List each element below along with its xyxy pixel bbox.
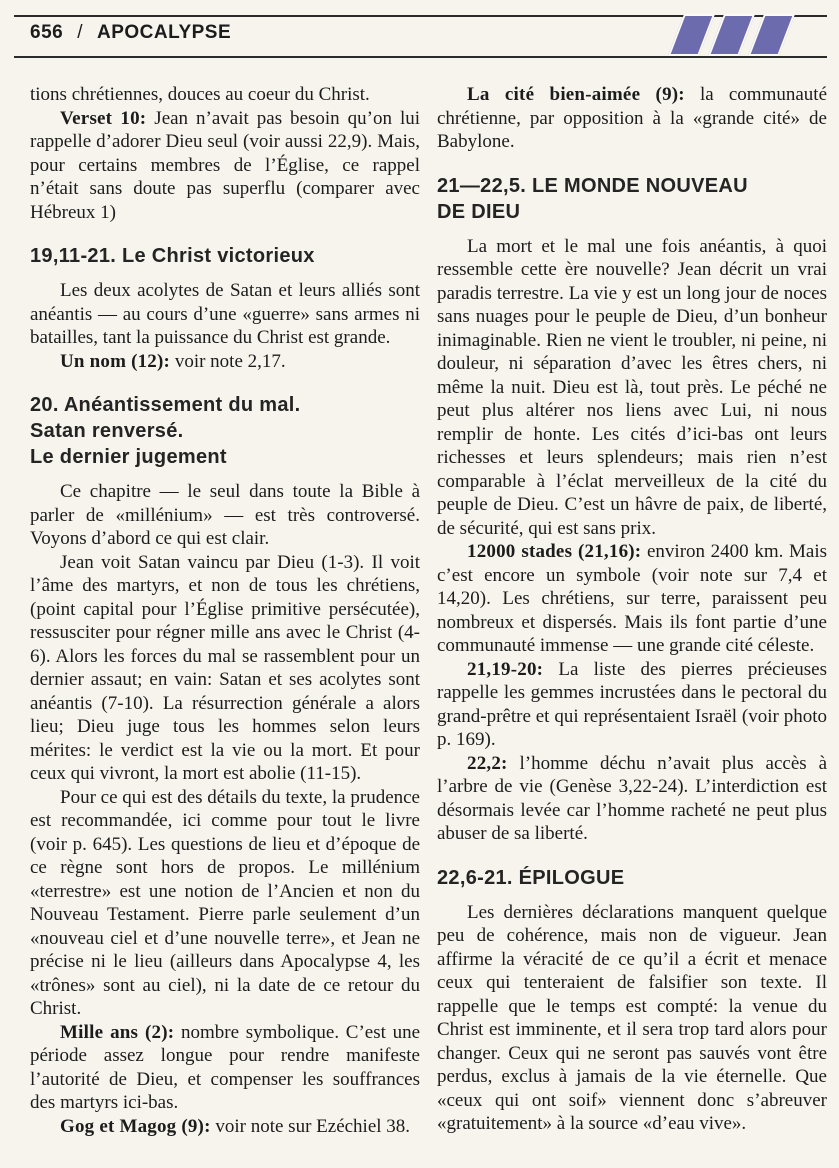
paragraph: 22,2: l’homme déchu n’avait plus accès à l’arbre de vie (Genèse 3,22-24). L’interdiction est désormais levée car l’homme racheté ne peut plus abuser de sa liberté.: [437, 752, 828, 844]
publisher-logo: [676, 15, 796, 55]
section-heading: 22,6-21. ÉPILOGUE: [437, 866, 625, 889]
paragraph: Les dernières déclarations manquent quelque peu de cohérence, mais non de vigueur. Jean affirme la véracité de ce qu’il a écrit et menace ceux qui tenteraient de falsifier son texte. Il rappelle que le temps est compté: la venue du Christ est imminente, et il sera trop tard alors pour changer. Ceux qui ne seront pas sauvés vont être perdus, exclus à jamais de la vie éternelle. Que «ceux qui ont soif» viennent donc s’abreuver «gratuitement» à la source «d’eau vive».: [437, 901, 827, 1134]
section-heading: 20. Anéantissement du mal. Satan renversé. Le dernier jugement: [30, 394, 301, 468]
paragraph: La mort et le mal une fois anéantis, à quoi ressemble cette ère nouvelle? Jean décrit un vrai paradis terrestre. La vie y est un long jour de noces sans nuages pour le peuple de Dieu, d’un bonheur inimaginable. Rien ne vient le troubler, ni peine, ni douleur, ni séparation d’avec les êtres chers, ni même la nuit. Dieu est là, tout près. Le péché ne peut plus altérer nos liens avec Lui, ni nous remplir de honte. Les cités d’ici-bas ont leurs richesses et leurs splendeurs; mais rien n’est comparable à l’éclat merveilleux de la cité du peuple de Dieu. C’est un hâvre de paix, de liberté, de sécurité, qui est sans prix.: [437, 235, 827, 539]
diagonal-stripe-icon: [668, 14, 715, 56]
section-heading: 21—22,5. LE MONDE NOUVEAU DE DIEU: [437, 174, 748, 223]
page-header: [0, 0, 839, 71]
diagonal-stripe-icon: [748, 14, 795, 56]
paragraph-lead: La cité bien-aimée (9):: [467, 84, 685, 105]
running-head: [30, 22, 231, 44]
book-title: APOCALYPSE: [96, 22, 232, 43]
paragraph: Jean voit Satan vaincu par Dieu (1-3). Il voit l’âme des martyrs, et non de tous les chrétiens, (point capital pour l’Église primitive persécutée), ressusciter pour régner mille ans avec le Christ (4-6). Alors les forces du mal se rassemblent pour un dernier assaut; en vain: Satan et ses acolytes sont anéantis (7-10). La résurrection générale a alors lieu; Dieu juge tous les hommes selon leurs mérites: le verdict est la vie ou la mort. Et pour ceux qui vivront, la mort est abolie (11-15).: [30, 551, 420, 784]
paragraph: Ce chapitre — le seul dans toute la Bible à parler de «millénium» — est très controversé. Voyons d’abord ce qui est clair.: [30, 481, 420, 549]
paragraph: Pour ce qui est des détails du texte, la prudence est recommandée, ici comme pour tout le livre (voir p. 645). Les questions de lieu et d’époque de ce règne sont hors de propos. Le millénium «terrestre» est une notion de l’Ancien et non du Nouveau Testament. Pierre parle seulement d’un «nouveau ciel et d’une nouvelle terre», et Jean ne précise ni le lieu (ailleurs dans Apocalypse 4, les «trônes» sont au ciel), ni la date de ce retour du Christ.: [30, 786, 420, 1019]
paragraph: Gog et Magog (9): voir note sur Ezéchiel 38.: [60, 1115, 411, 1137]
paragraph-lead: Verset 10:: [60, 107, 147, 129]
paragraph: Un nom (12): voir note 2,17.: [60, 350, 286, 372]
diagonal-stripe-icon: [708, 14, 755, 56]
paragraph-lead: 21,19-20:: [467, 658, 544, 680]
paragraph-lead: 12000 stades (21,16):: [467, 541, 642, 562]
paragraph-lead: Mille ans (2):: [60, 1021, 175, 1043]
paragraph-lead: 22,2:: [467, 752, 508, 774]
paragraph: La cité bien-aimée (9): la communauté chrétienne, par opposition à la «grande cité» de Babylone.: [437, 84, 828, 152]
header-rule-bottom: [14, 56, 827, 58]
paragraph-lead: Gog et Magog (9):: [60, 1115, 211, 1137]
page-number: 656: [30, 22, 64, 43]
two-column-text: [0, 71, 839, 1138]
section-heading: 19,11-21. Le Christ victorieux: [30, 245, 315, 267]
left-column: [30, 83, 420, 1138]
paragraph: Mille ans (2): nombre symbolique. C’est une période assez longue pour rendre manifeste l’autorité de Dieu, et compenser les souffrances des martyrs ici-bas.: [30, 1021, 420, 1113]
paragraph: tions chrétiennes, douces au coeur du Christ.: [30, 84, 370, 105]
page-number-separator: /: [77, 22, 83, 43]
paragraph-lead: Un nom (12):: [60, 350, 171, 372]
paragraph: 21,19-20: La liste des pierres précieuses rappelle les gemmes incrustées dans le pectoral du grand-prêtre et qui représentaient Israël (voir photo p. 169).: [437, 658, 827, 750]
paragraph: Verset 10: Jean n’avait pas besoin qu’on lui rappelle d’adorer Dieu seul (voir aussi 22,9). Mais, pour certains membres de l’Église, ce rappel n’était sans doute pas superflu (comparer avec Hébreux 1): [30, 107, 421, 223]
right-column: [437, 83, 827, 1138]
paragraph: Les deux acolytes de Satan et leurs alliés sont anéantis — au cours d’une «guerre» sans armes ni batailles, tant la puissance du Christ est grande.: [30, 280, 420, 348]
paragraph: 12000 stades (21,16): environ 2400 km. Mais c’est encore un symbole (voir note sur 7,4 et 14,20). Les chrétiens, sur terre, paraissent peu nombreux et dispersés. Mais ils font partie d’une communauté immense — une grande cité céleste.: [437, 541, 828, 656]
